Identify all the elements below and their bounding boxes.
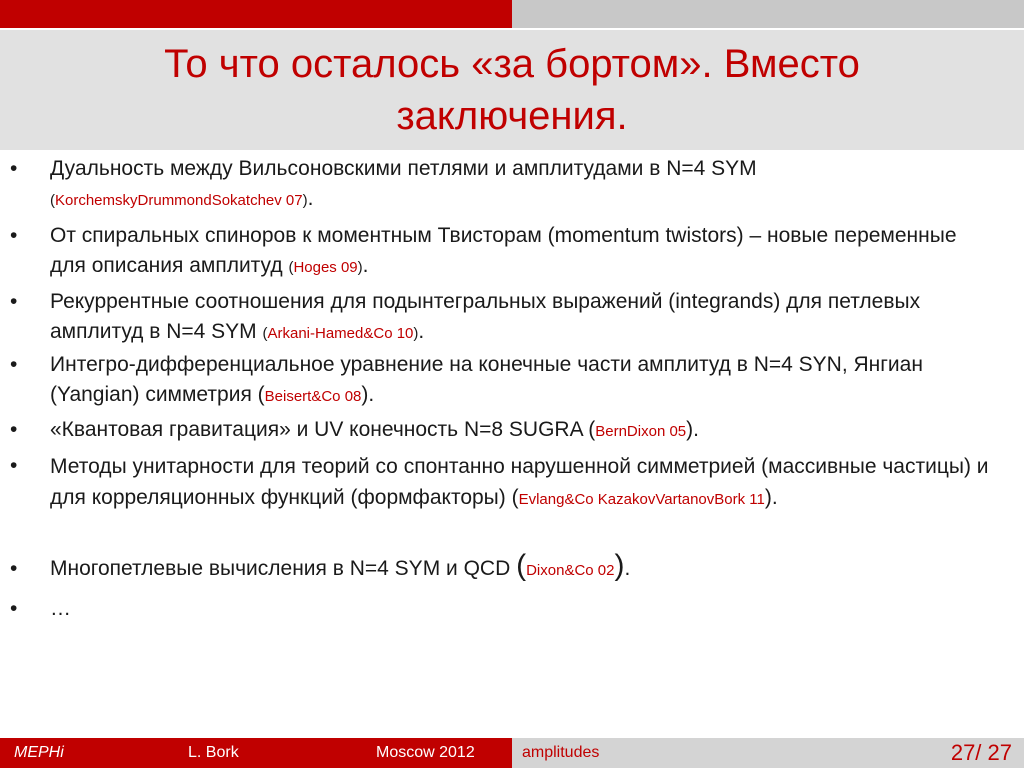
- citation: BernDixon 05: [595, 423, 687, 440]
- bullet-text: «Квантовая гравитация» и UV конечность N=8 SUGRA (BernDixon 05).: [50, 418, 699, 441]
- footer-topic: amplitudes: [522, 744, 600, 761]
- footer-organization: MEPHi: [14, 744, 64, 761]
- bullet-dot: •: [10, 597, 18, 620]
- citation: Arkani-Hamed&Co 10: [267, 325, 414, 342]
- citation: Hoges 09: [293, 259, 358, 276]
- footer-author: L. Bork: [188, 744, 239, 761]
- bullet-text: От спиральных спиноров к моментным Твисторам (momentum twistors) – новые переменные для описания амплитуд (Hoges 09).: [50, 224, 957, 277]
- footer-page-number: 27/ 27: [950, 740, 1012, 765]
- citation: Beisert&Co 08: [264, 388, 362, 405]
- top-accent-bar-gray: [512, 0, 1024, 28]
- bullet-dot: •: [10, 290, 18, 313]
- bullet-text: Методы унитарности для теорий со спонтанно нарушенной симметрией (массивные частицы) и для корреляционных функций (формфакторы) (Evlang&Co KazakovVartanovBork 11).: [50, 455, 989, 509]
- bullet-dot: •: [10, 418, 18, 441]
- footer-venue: Moscow 2012: [376, 744, 475, 761]
- bullet-dot: •: [10, 557, 18, 580]
- bullet-dot: •: [10, 157, 18, 180]
- slide-title: То что осталось «за бортом». Вместо заключения.: [164, 42, 860, 138]
- bullet-text: Рекуррентные соотношения для подынтегральных выражений (integrands) для петлевых амплитуд в N=4 SYM (Arkani-Hamed&Co 10).: [50, 290, 921, 343]
- citation: KorchemskyDrummondSokatchev 07: [55, 192, 303, 209]
- bullet-text: Дуальность между Вильсоновскими петлями и амплитудами в N=4 SYM (KorchemskyDrummondSokatchev 07).: [50, 157, 757, 210]
- bullet-dot: •: [10, 353, 18, 376]
- top-accent-bar-red: [0, 0, 512, 28]
- title-banner: [0, 30, 1024, 150]
- bullet-dot: •: [10, 454, 18, 477]
- bullet-text: …: [50, 597, 71, 620]
- citation: Evlang&Co KazakovVartanovBork 11: [518, 491, 765, 508]
- bullet-text: Многопетлевые вычисления в N=4 SYM и QCD (Dixon&Co 02).: [50, 549, 631, 582]
- bullet-text: Интегро-дифференциальное уравнение на конечные части амплитуд в N=4 SYN, Янгиан (Yangian) симметрия (Beisert&Co 08).: [50, 353, 923, 406]
- bullet-dot: •: [10, 224, 18, 247]
- citation: Dixon&Co 02: [526, 562, 615, 579]
